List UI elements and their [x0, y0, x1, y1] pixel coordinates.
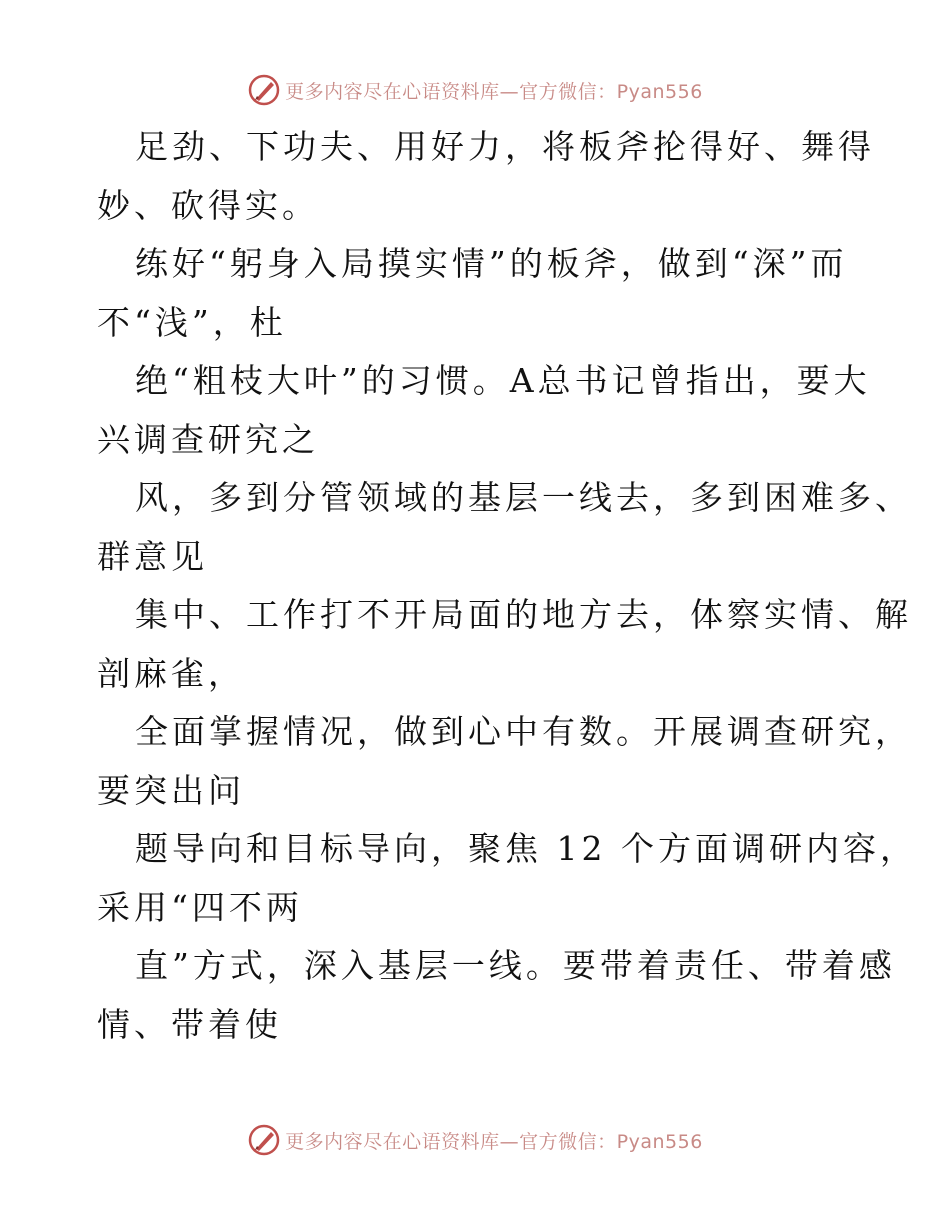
header-banner	[0, 70, 950, 110]
text-line: 群意见	[97, 536, 208, 576]
text-line: 足劲、下功夫、用好力，将板斧抡得好、舞得	[135, 127, 875, 166]
quill-pen-logo-icon	[247, 1123, 281, 1157]
header-banner-text: 更多内容尽在心语资料库—官方微信：Pyan556	[285, 80, 703, 103]
text-line: 兴调查研究之	[97, 419, 319, 459]
footer-banner	[0, 1120, 950, 1160]
text-line: 绝“粗枝大叶”的习惯。A总书记曾指出，要大	[135, 361, 871, 400]
text-line: 全面掌握情况，做到心中有数。开展调查研究，	[135, 712, 912, 751]
text-line: 集中、工作打不开局面的地方去，体察实情、解	[135, 595, 912, 634]
text-line: 风，多到分管领域的基层一线去，多到困难多、	[135, 478, 912, 517]
text-line: 不“浅”，杜	[97, 302, 287, 342]
text-line: 情、带着使	[97, 1004, 282, 1044]
text-line: 直”方式，深入基层一线。要带着责任、带着感	[135, 946, 896, 985]
document-body	[97, 118, 917, 1054]
text-line: 采用“四不两	[97, 887, 303, 927]
quill-pen-logo-icon	[247, 73, 281, 107]
text-line: 要突出问	[97, 770, 245, 810]
footer-banner-text: 更多内容尽在心语资料库—官方微信：Pyan556	[285, 1130, 703, 1153]
text-line: 剖麻雀，	[97, 653, 245, 693]
text-line: 妙、砍得实。	[97, 185, 319, 225]
text-line: 练好“躬身入局摸实情”的板斧，做到“深”而	[135, 244, 848, 283]
text-line: 题导向和目标导向，聚焦 12 个方面调研内容，	[135, 829, 917, 868]
